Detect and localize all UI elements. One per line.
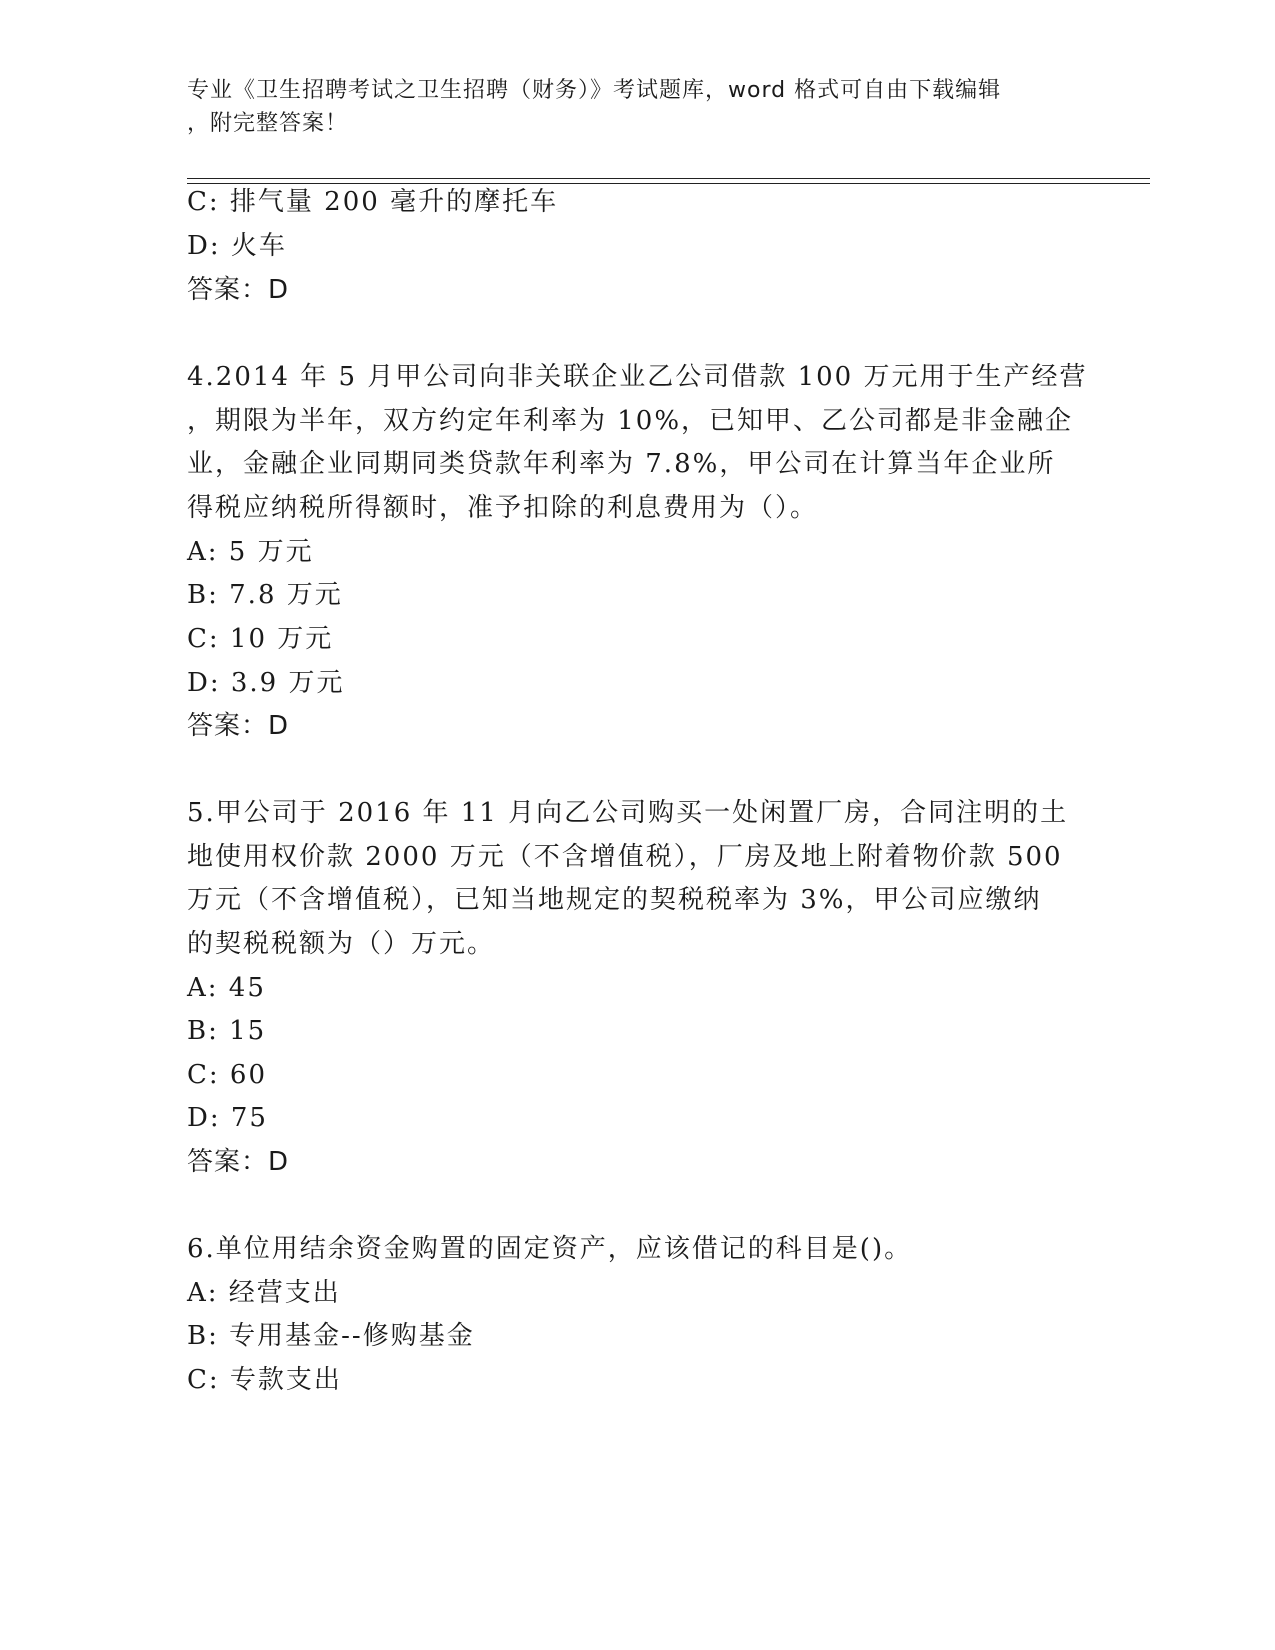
q4-stem-line-3: 业，金融企业同期同类贷款年利率为 7.8%，甲公司在计算当年企业所: [187, 449, 1056, 479]
header-divider-top: [187, 178, 1150, 179]
q5-option-a: A: 45: [187, 973, 266, 1003]
q5-answer: 答案：D: [187, 1147, 290, 1177]
q5-stem-line-4: 的契税税额为（）万元。: [187, 929, 496, 959]
header-divider-bottom: [187, 183, 1150, 184]
q4-stem-line-2: ，期限为半年，双方约定年利率为 10%，已知甲、乙公司都是非金融企: [187, 406, 1074, 436]
q6-option-a: A: 经营支出: [187, 1278, 341, 1308]
q4-option-d: D: 3.9 万元: [187, 668, 345, 698]
q4-option-c: C: 10 万元: [187, 624, 334, 654]
q3-option-d: D: 火车: [187, 231, 287, 261]
q3-option-c: C: 排气量 200 毫升的摩托车: [187, 187, 559, 217]
q4-answer: 答案：D: [187, 711, 290, 741]
q4-option-a: A: 5 万元: [187, 537, 314, 567]
q4-option-b: B: 7.8 万元: [187, 580, 343, 610]
header-line-2: ，附完整答案！: [187, 111, 349, 136]
q5-stem-line-3: 万元（不含增值税），已知当地规定的契税税率为 3%，甲公司应缴纳: [187, 885, 1042, 915]
q6-option-b: B: 专用基金--修购基金: [187, 1321, 475, 1351]
q5-option-c: C: 60: [187, 1060, 268, 1090]
q5-stem-line-2: 地使用权价款 2000 万元（不含增值税），厂房及地上附着物价款 500: [187, 842, 1063, 872]
q5-option-b: B: 15: [187, 1016, 267, 1046]
q5-stem-line-1: 5.甲公司于 2016 年 11 月向乙公司购买一处闲置厂房，合同注明的土: [187, 798, 1069, 828]
q5-option-d: D: 75: [187, 1103, 268, 1133]
q6-stem-line-1: 6.单位用结余资金购置的固定资产，应该借记的科目是()。: [187, 1234, 913, 1264]
q4-stem-line-1: 4.2014 年 5 月甲公司向非关联企业乙公司借款 100 万元用于生产经营: [187, 362, 1088, 392]
document-header: [187, 74, 1087, 140]
q6-option-c: C: 专款支出: [187, 1365, 342, 1395]
header-line-1: 专业《卫生招聘考试之卫生招聘（财务）》考试题库，word 格式可自由下载编辑: [187, 78, 1002, 103]
q3-answer: 答案：D: [187, 275, 290, 305]
q4-stem-line-4: 得税应纳税所得额时，准予扣除的利息费用为（）。: [187, 493, 819, 523]
